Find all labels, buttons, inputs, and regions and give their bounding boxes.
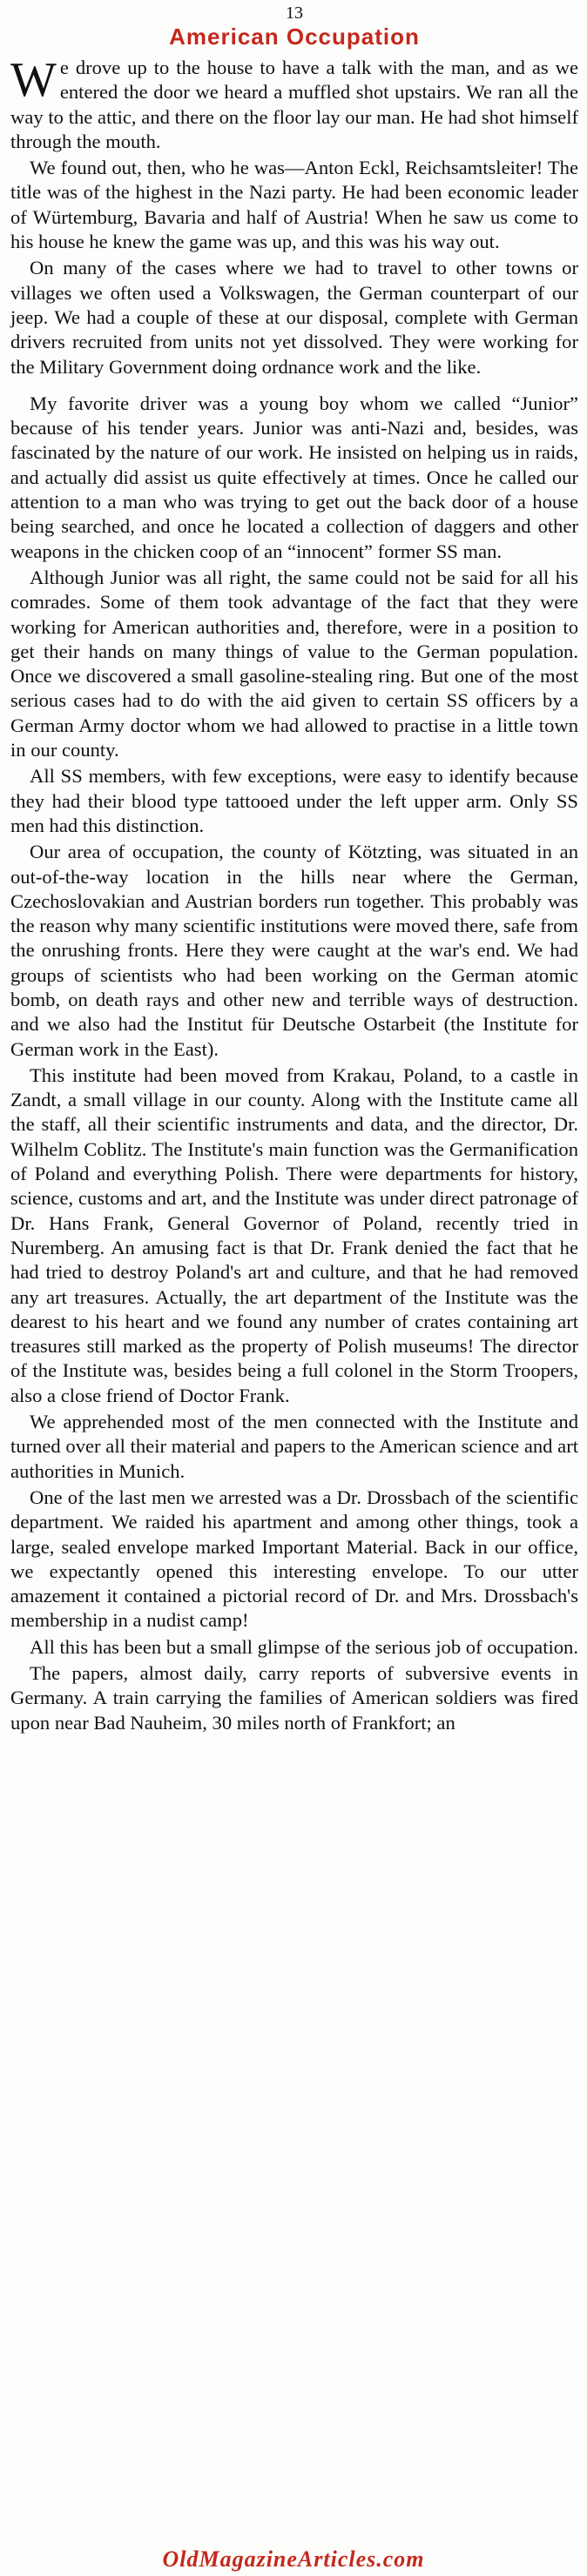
article-paragraph: We found out, then, who he was—Anton Eckl, Reichsamtsleiter! The title was of the highest in the Nazi party. He had been economic leader of Würtemburg, Bavaria and half of Austria! When he saw us come to his house he knew the game was up, and this was his way out. [10,157,578,253]
article-paragraph: All this has been but a small glimpse of the serious job of occupation. [30,1635,578,1658]
article-paragraph: All SS members, with few exceptions, were easy to identify because they had their blood type tattooed under the left upper arm. Only SS men had this distinction. [10,765,578,836]
paragraph-text: e drove up to the house to have a talk with the man, and as we entered the door we heard a muffled shot upstairs. We ran all the way to the attic, and there on the floor lay our man. He had shot himself through the mouth. [10,57,578,152]
article-paragraph: We apprehended most of the men connected with the Institute and turned over all their material and papers to the American science and art authorities in Munich. [10,1411,578,1482]
article-paragraph: On many of the cases where we had to travel to other towns or villages we often used a Volkswagen, the German counterpart of our jeep. We had a couple of these at our disposal, complete with German drivers recruited from units not yet dissolved. They were working for the Military Government doing ordnance work and the like. [10,257,578,378]
article-body [10,53,578,1735]
drop-cap-letter: W [10,53,57,107]
article-paragraph: Although Junior was all right, the same could not be said for all his comrades. Some of them took advantage of the fact that they were working for American authorities and, therefore, were in a position to get their hands on many things of value to the German population. Once we discovered a small gasoline-stealing ring. But one of the most serious cases had to do with the aid given to certain SS officers by a German Army doctor whom we had allowed to practise in a little town in our county. [10,566,578,761]
article-paragraph: My favorite driver was a young boy whom we called “Junior” because of his tender years. Junior was anti-Nazi and, besides, was fascinated by the nature of our work. He insisted on helping us in raids, and actually did assist us quite effectively at times. Once he called our attention to a man who was trying to get out the back door of a house being searched, and once he located a collection of daggers and other weapons in the chicken coop of an “innocent” former SS man. [10,392,578,562]
article-paragraph [10,53,578,154]
site-watermark: OldMagazineArticles.com [162,2546,425,2572]
page-number: 13 [286,3,303,23]
article-paragraph: Our area of occupation, the county of Kötzting, was situated in an out-of-the-way location in the hills near where the German, Czechoslovakian and Austrian borders run together. This probably was the reason why many scientific institutions were moved there, safe from the onrushing fronts. Here they were caught at the war's end. We had groups of scientists who had been working on the German atomic bomb, on death rays and other new and terrible ways of destruction. and we also had the Institut für Deutsche Ostarbeit (the Institute for German work in the East). [10,841,578,1060]
article-paragraph: One of the last men we arrested was a Dr. Drossbach of the scientific department. We raided his apartment and among other things, took a large, sealed envelope marked Important Material. Back in our office, we expectantly opened this interesting envelope. To our utter amazement it contained a pictorial record of Dr. and Mrs. Drossbach's membership in a nudist camp! [10,1486,578,1632]
magazine-page [0,3,587,2576]
article-paragraph: The papers, almost daily, carry reports of subversive events in Germany. A train carrying the families of American soldiers was fired upon near Bad Nauheim, 30 miles north of Frankfort; an [10,1662,578,1734]
article-paragraph: This institute had been moved from Krakau, Poland, to a castle in Zandt, a small village in our county. Along with the Institute came all the staff, all their scientific instruments and data, and the director, Dr. Wilhelm Coblitz. The Institute's main function was the Germanification of Poland and everything Polish. There were departments for history, science, customs and art, and the Institute was under direct patronage of Dr. Hans Frank, General Governor of Poland, recently tried in Nuremberg. An amusing fact is that Dr. Frank denied the fact that he had tried to destroy Poland's art and culture, and that he had removed any art treasures. Actually, the art department of the Institute was the dearest to his heart and we found any number of crates containing art treasures still marked as the property of Polish museums! The director of the Institute was, besides being a full colonel in the Storm Troopers, also a close friend of Doctor Frank. [10,1063,578,1406]
article-header: American Occupation [169,23,420,50]
